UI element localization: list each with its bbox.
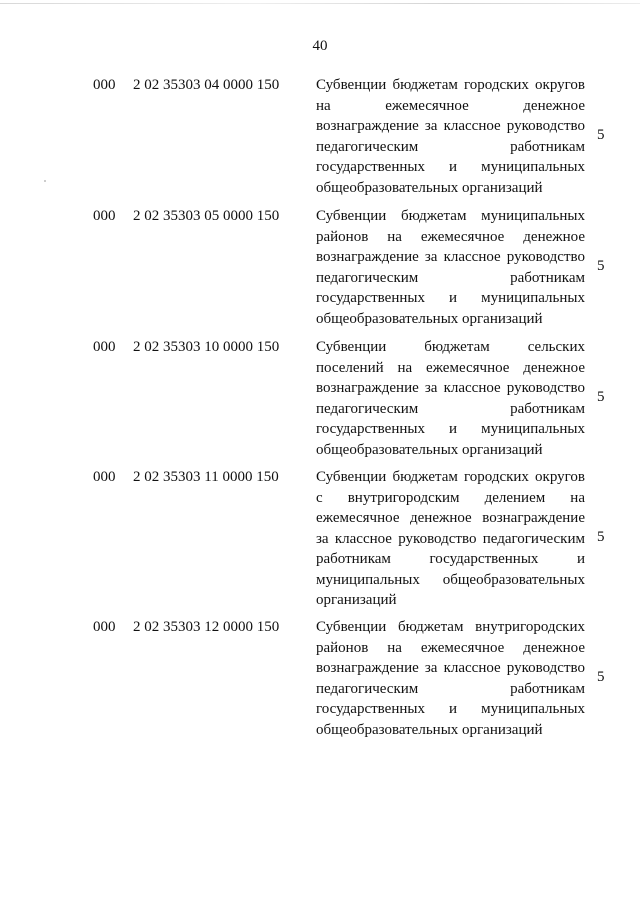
description-line: Субвенции бюджетам городских округов: [316, 77, 585, 93]
admin-code: 000: [93, 469, 116, 485]
description-line: государственных и муниципальных: [316, 701, 585, 717]
revenue-description: [316, 617, 585, 740]
budget-classification-code: 2 02 35303 12 0000 150: [133, 619, 280, 635]
description-line: педагогическим работникам: [316, 138, 585, 155]
description-line: педагогическим работникам: [316, 269, 585, 286]
admin-code: 000: [93, 339, 116, 355]
budget-classification-code: 2 02 35303 04 0000 150: [133, 77, 280, 93]
description-line: Субвенции бюджетам муниципальных: [316, 208, 585, 224]
scan-speck: [44, 180, 46, 182]
description-line: районов на ежемесячное денежное: [316, 639, 585, 656]
amount-value: 5: [597, 668, 605, 685]
description-line: Субвенции бюджетам городских округов: [316, 469, 585, 485]
description-line: вознаграждение за классное руководство: [316, 380, 585, 396]
admin-code: 000: [93, 77, 116, 93]
description-line: работникам государственных и: [316, 551, 585, 567]
revenue-description: [316, 337, 585, 460]
description-line: Субвенции бюджетам внутригородских: [316, 619, 585, 635]
description-line: государственных и муниципальных: [316, 159, 585, 175]
description-line: ежемесячное денежное вознаграждение: [316, 510, 585, 526]
description-line: районов на ежемесячное денежное: [316, 228, 585, 245]
description-line: поселений на ежемесячное денежное: [316, 359, 585, 376]
budget-classification-code: 2 02 35303 10 0000 150: [133, 339, 280, 355]
description-line: общеобразовательных организаций: [316, 310, 543, 327]
admin-code: 000: [93, 208, 116, 224]
description-line: организаций: [316, 592, 397, 608]
description-line: вознаграждение за классное руководство: [316, 660, 585, 676]
scan-edge-line: [0, 3, 640, 4]
revenue-description: [316, 467, 585, 611]
description-line: государственных и муниципальных: [316, 290, 585, 306]
description-line: муниципальных общеобразовательных: [316, 571, 585, 588]
amount-value: 5: [597, 126, 605, 143]
description-line: вознаграждение за классное руководство: [316, 118, 585, 134]
description-line: общеобразовательных организаций: [316, 179, 543, 196]
description-line: с внутригородским делением на: [316, 489, 585, 506]
budget-classification-code: 2 02 35303 11 0000 150: [133, 469, 279, 485]
description-line: педагогическим работникам: [316, 680, 585, 697]
amount-value: 5: [597, 528, 605, 545]
revenue-description: [316, 206, 585, 329]
page-number: 40: [312, 38, 328, 54]
budget-classification-code: 2 02 35303 05 0000 150: [133, 208, 280, 224]
revenue-description: [316, 75, 585, 198]
description-line: общеобразовательных организаций: [316, 441, 543, 458]
amount-value: 5: [597, 257, 605, 274]
description-line: вознаграждение за классное руководство: [316, 249, 585, 265]
description-line: общеобразовательных организаций: [316, 721, 543, 738]
description-line: государственных и муниципальных: [316, 421, 585, 437]
description-line: на ежемесячное денежное: [316, 97, 585, 114]
description-line: за классное руководство педагогическим: [316, 530, 585, 547]
admin-code: 000: [93, 619, 116, 635]
amount-value: 5: [597, 388, 605, 405]
description-line: педагогическим работникам: [316, 400, 585, 417]
description-line: Субвенции бюджетам сельских: [316, 339, 585, 355]
